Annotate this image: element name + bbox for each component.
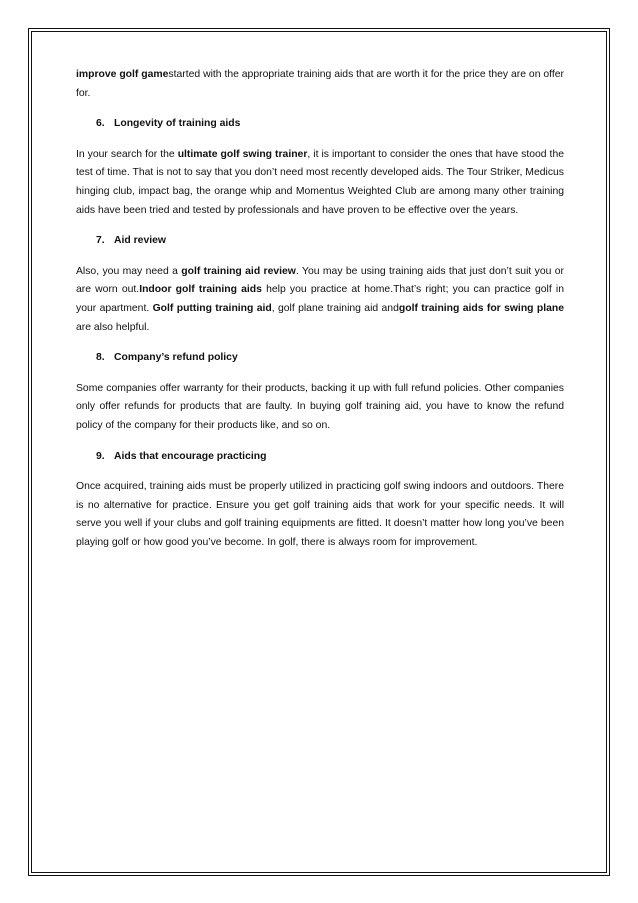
paragraph xyxy=(76,66,564,103)
section-heading xyxy=(76,349,564,368)
text-run: Once acquired, training aids must be properly utilized in practicing golf swing indoors and outdoors. There is no alternative for practice. Ensure you get golf training aids that work for your specific needs. It will serve you well if your clubs and golf training equipments are fitted. It doesn’t matter how long you’ve been playing golf or how good you’ve become. In golf, there is always room for improvement. xyxy=(76,481,564,548)
text-run: started with the appropriate training aids that are worth it for the price they are on offer for. xyxy=(76,69,564,99)
section-title: Company’s refund policy xyxy=(114,352,238,364)
section-number: 8. xyxy=(96,352,105,364)
paragraph xyxy=(76,263,564,337)
bold-text-run: ultimate golf swing trainer xyxy=(177,148,308,160)
section-number: 6. xyxy=(96,118,105,130)
bold-text-run: golf training aids for swing plane xyxy=(398,302,565,314)
text-run: In your search for the xyxy=(76,148,178,160)
text-run: Some companies offer warranty for their products, backing it up with full refund policies. Other companies only offer refunds for products that are faulty. In buying golf training aid, you have to know the refund policy of the company for their products like, and so on. xyxy=(76,382,564,431)
section-title: Longevity of training aids xyxy=(114,118,241,130)
bold-text-run: Indoor golf training aids xyxy=(139,284,262,296)
text-run: help you practice at home.That’s right; you can practice golf in your apartment. xyxy=(76,284,564,314)
section-title: Aids that encourage practicing xyxy=(114,450,267,462)
document-body xyxy=(76,66,564,564)
bold-text-run: improve golf game xyxy=(76,69,169,80)
section-number: 9. xyxy=(96,450,105,462)
text-run: . You may be using training aids that just don’t suit you or are worn out. xyxy=(76,265,565,296)
section-heading xyxy=(76,448,564,467)
section-heading xyxy=(76,232,564,251)
section-title: Aid review xyxy=(114,235,166,247)
paragraph xyxy=(76,478,564,552)
bold-text-run: golf training aid review xyxy=(181,265,296,277)
paragraph xyxy=(76,380,564,436)
text-run: , golf plane training aid and xyxy=(271,302,399,314)
text-run: , it is important to consider the ones that have stood the test of time. That is not to say that you don’t need most recently developed aids. The Tour Striker, Medicus hinging club, impact bag, the orange whip and Momentus Weighted Club are among many other training aids have been tried and tested by professionals and have proven to be effective over the years. xyxy=(76,148,565,216)
text-run: Also, you may need a xyxy=(76,265,182,277)
text-run: are also helpful. xyxy=(76,321,150,333)
paragraph xyxy=(76,146,564,220)
bold-text-run: Golf putting training aid xyxy=(152,302,272,314)
section-heading xyxy=(76,115,564,134)
section-number: 7. xyxy=(96,235,105,247)
